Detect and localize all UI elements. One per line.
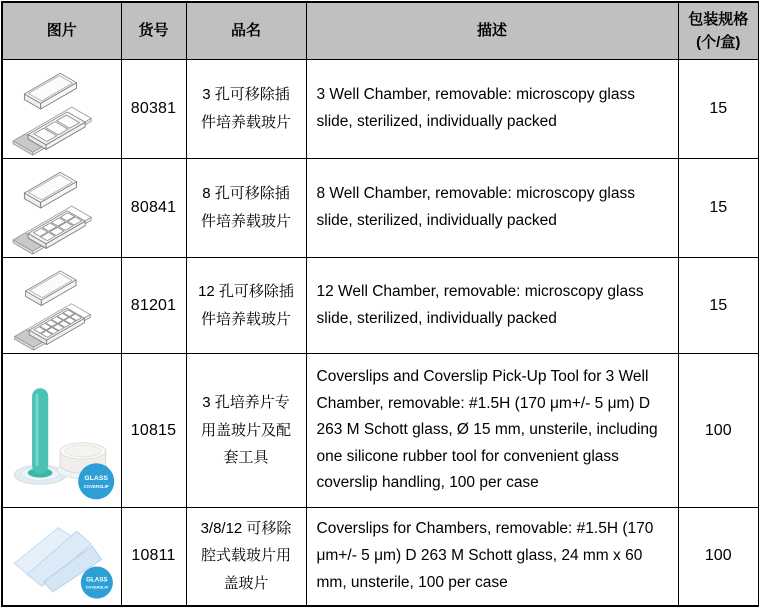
header-description <box>306 2 678 60</box>
badge-line2: COVERSLIP <box>83 483 109 489</box>
table-row <box>2 508 759 606</box>
chamber-lid <box>24 172 76 208</box>
chamber-base <box>29 308 84 344</box>
header-pack-line2: (个/盒) <box>696 34 741 51</box>
product-image-cell <box>2 159 121 258</box>
chamber-base <box>28 211 85 249</box>
table-row <box>2 354 759 508</box>
glass-coverslip-badge <box>81 567 113 599</box>
product-name-cell: 3 孔培养片专用盖玻片及配套工具 <box>186 354 306 508</box>
header-description-label: 描述 <box>476 22 507 40</box>
pack-qty-cell: 100 <box>678 508 759 606</box>
description-cell: 12 Well Chamber, removable: microscopy glass slide, sterilized, individually packed <box>306 258 678 354</box>
header-name-label: 品名 <box>230 22 261 40</box>
product-catalog-table <box>1 1 759 607</box>
table-row <box>2 258 759 354</box>
chamber-8-well-drawing-icon <box>9 161 115 255</box>
glass-coverslips-icon <box>7 510 117 602</box>
pack-qty-cell: 15 <box>678 258 759 354</box>
glass-coverslip-badge <box>78 463 114 499</box>
description-cell: 8 Well Chamber, removable: microscopy glass slide, sterilized, individually packed <box>306 159 678 258</box>
product-image-cell <box>2 508 121 606</box>
header-pack <box>678 2 759 60</box>
header-image <box>2 2 121 60</box>
sku-cell: 80381 <box>121 60 186 159</box>
sku-cell: 10811 <box>121 508 186 606</box>
product-name-cell: 8 孔可移除插件培养载玻片 <box>186 159 306 258</box>
coverslip-pickup-tool-icon <box>5 357 119 505</box>
header-row <box>2 2 759 60</box>
chamber-lid <box>25 271 75 306</box>
table-row <box>2 60 759 159</box>
product-name-cell: 3 孔可移除插件培养载玻片 <box>186 60 306 159</box>
sku-cell: 80841 <box>121 159 186 258</box>
description-cell: Coverslips and Coverslip Pick-Up Tool for 3 Well Chamber, removable: #1.5H (170 μm+/- 5 μm) D 263 M Schott glass, Ø 15 mm, unsterile, including one silicone rubber tool for convenient glass coverslip handling, 100 per case <box>306 354 678 508</box>
pack-qty-cell: 100 <box>678 354 759 508</box>
sku-cell: 10815 <box>121 354 186 508</box>
header-sku-label: 货号 <box>138 22 169 40</box>
product-name-cell: 12 孔可移除插件培养载玻片 <box>186 258 306 354</box>
header-image-label: 图片 <box>46 22 77 40</box>
chamber-lid <box>24 73 76 109</box>
pack-qty-cell: 15 <box>678 159 759 258</box>
description-cell: Coverslips for Chambers, removable: #1.5H (170 μm+/- 5 μm) D 263 M Schott glass, 24 mm x 60 mm, unsterile, 100 per case <box>306 508 678 606</box>
pack-qty-cell: 15 <box>678 60 759 159</box>
header-name <box>186 2 306 60</box>
sku-cell: 81201 <box>121 258 186 354</box>
badge-line2: COVERSLIP <box>85 584 108 590</box>
table-row <box>2 159 759 258</box>
badge-line1: GLASS <box>85 576 108 584</box>
header-sku <box>121 2 186 60</box>
product-image-cell <box>2 60 121 159</box>
header-pack-line1: 包装规格 <box>688 10 749 28</box>
product-image-cell <box>2 258 121 354</box>
product-image-cell <box>2 354 121 508</box>
product-name-cell: 3/8/12 可移除腔式载玻片用盖玻片 <box>186 508 306 606</box>
chamber-12-well-drawing-icon <box>9 260 115 351</box>
description-cell: 3 Well Chamber, removable: microscopy glass slide, sterilized, individually packed <box>306 60 678 159</box>
chamber-3-well-drawing-icon <box>9 62 115 156</box>
badge-line1: GLASS <box>84 474 108 482</box>
